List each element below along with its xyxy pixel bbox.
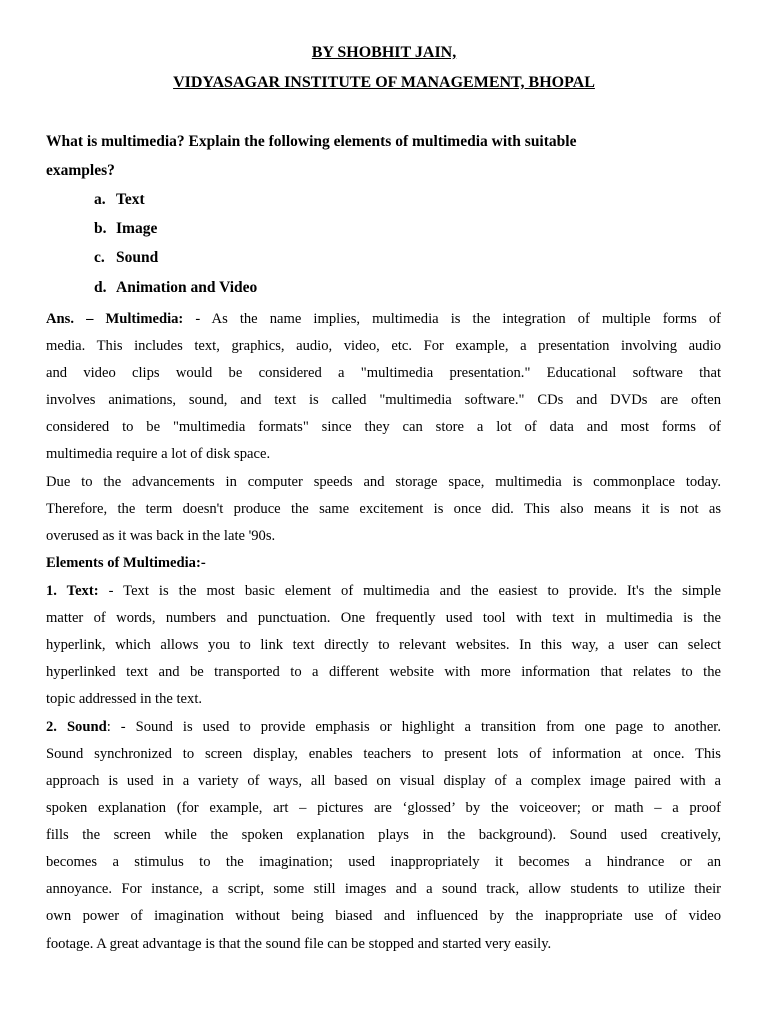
answer-line-2: media. This includes text, graphics, audio, video, etc. For example, a presentation involving audio — [46, 338, 721, 354]
answer-line-3: and video clips would be considered a "multimedia presentation." Educational software that — [46, 365, 721, 381]
list-item-c — [94, 249, 158, 267]
list-item-d — [94, 279, 257, 297]
text-line-2: matter of words, numbers and punctuation. One frequently used tool with text in multimedia is the — [46, 610, 721, 626]
text-line-4: hyperlinked text and be transported to a different website with more information that relates to the — [46, 664, 721, 680]
list-item-label: a. — [94, 191, 106, 208]
sound-line-5: fills the screen while the spoken explanation plays in the background). Sound used creatively, — [46, 827, 721, 843]
sound-line-8: own power of imagination without being biased and influenced by the inappropriate use of video — [46, 908, 721, 924]
list-item-text: Text — [116, 191, 145, 208]
sound-line-9: footage. A great advantage is that the sound file can be stopped and started very easily. — [46, 936, 552, 952]
text-line-1 — [46, 582, 721, 600]
para2-line-2: Therefore, the term doesn't produce the same excitement is once did. This also means it is not as — [46, 501, 721, 517]
author-heading: BY SHOBHIT JAIN, — [311, 44, 457, 61]
text-line-3: hyperlink, which allows you to link text directly to relevant websites. In this way, a user can select — [46, 637, 721, 653]
list-item-label: d. — [94, 279, 107, 296]
sound-label: 2. Sound — [46, 719, 107, 735]
list-item-label: c. — [94, 249, 105, 266]
question-line-2: examples? — [46, 162, 115, 179]
answer-line-1-text: - As the name implies, multimedia is the integration of multiple forms of — [183, 311, 722, 327]
list-item-label: b. — [94, 220, 107, 237]
sound-line-6: becomes a stimulus to the imagination; used inappropriately it becomes a hindrance or an — [46, 854, 721, 870]
multimedia-label: Multimedia: — [105, 311, 184, 327]
sound-line-4: spoken explanation (for example, art – pictures are ‘glossed’ by the voiceover; or math – a proof — [46, 800, 721, 816]
ans-dash: – — [73, 311, 106, 327]
answer-line-5: considered to be "multimedia formats" since they can store a lot of data and most forms of — [46, 419, 721, 435]
sound-line-7: annoyance. For instance, a script, some still images and a sound track, allow students to utilize their — [46, 881, 721, 897]
para2-line-1: Due to the advancements in computer speeds and storage space, multimedia is commonplace today. — [46, 474, 721, 490]
institute-heading: VIDYASAGAR INSTITUTE OF MANAGEMENT, BHOPAL — [173, 74, 595, 91]
sound-line-2: Sound synchronized to screen display, enables teachers to present lots of information at once. This — [46, 746, 721, 762]
list-item-a — [94, 191, 145, 209]
sound-line-1 — [46, 718, 721, 736]
answer-line-6: multimedia require a lot of disk space. — [46, 446, 271, 462]
text-label: 1. Text: — [46, 583, 99, 599]
para2-line-3: overused as it was back in the late '90s. — [46, 528, 276, 544]
list-item-text: Sound — [116, 249, 159, 266]
list-item-b — [94, 220, 157, 238]
text-line-5: topic addressed in the text. — [46, 691, 203, 707]
ans-label: Ans. — [46, 311, 74, 327]
question-line-1: What is multimedia? Explain the following elements of multimedia with suitable — [46, 133, 577, 150]
elements-heading: Elements of Multimedia:- — [46, 555, 206, 571]
text-line-1-text: - Text is the most basic element of multimedia and the easiest to provide. It's the simple — [98, 583, 722, 599]
sound-line-3: approach is used in a variety of ways, all based on visual display of a complex image paired with a — [46, 773, 721, 789]
sound-line-1-text: : - Sound is used to provide emphasis or highlight a transition from one page to another. — [106, 719, 722, 735]
answer-line-1 — [46, 310, 721, 328]
list-item-text: Animation and Video — [116, 279, 258, 296]
list-item-text: Image — [116, 220, 158, 237]
answer-line-4: involves animations, sound, and text is called "multimedia software." CDs and DVDs are often — [46, 392, 721, 408]
